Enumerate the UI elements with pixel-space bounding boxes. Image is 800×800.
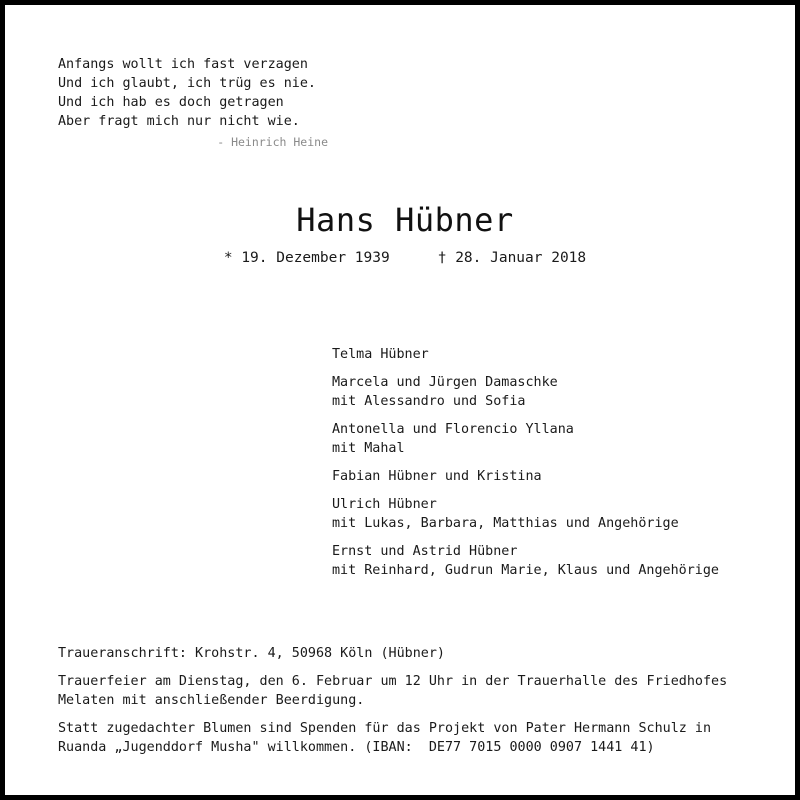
address-line: Traueranschrift: Krohstr. 4, 50968 Köln (Hübner) [58,646,445,661]
family-group [332,495,782,533]
family-line: Telma Hübner [332,347,429,362]
poem-line: Und ich glaubt, ich trüg es nie. [58,76,316,91]
donation-paragraph [58,719,778,757]
family-line: Ulrich Hübner [332,497,437,512]
family-line: mit Lukas, Barbara, Matthias und Angehörige [332,516,679,531]
life-dates [5,250,800,266]
ceremony-line: Trauerfeier am Dienstag, den 6. Februar um 12 Uhr in der Trauerhalle des Friedhofes [58,674,728,689]
family-line: Antonella und Florencio Yllana [332,422,574,437]
poem-author: - Heinrich Heine [217,135,328,149]
family-line: Marcela und Jürgen Damaschke [332,375,558,390]
birth-date: * 19. Dezember 1939 [223,250,390,266]
deceased-name: Hans Hübner [296,201,514,239]
footer-info [58,644,778,766]
family-list [332,345,782,589]
poem-line: Aber fragt mich nur nicht wie. [58,114,300,129]
family-group [332,373,782,411]
ceremony-line: Melaten mit anschließender Beerdigung. [58,693,365,708]
family-group [332,542,782,580]
family-group [332,345,782,364]
donation-line: Statt zugedachter Blumen sind Spenden für das Projekt von Pater Hermann Schulz in [58,721,712,736]
family-line: mit Alessandro und Sofia [332,394,526,409]
donation-line: Ruanda „Jugenddorf Musha" willkommen. (IBAN: DE77 7015 0000 0907 1441 41) [58,740,655,755]
poem-line: Und ich hab es doch getragen [58,95,284,110]
ceremony-paragraph [58,672,778,710]
poem [58,55,338,131]
family-group [332,467,782,486]
family-group [332,420,782,458]
address-paragraph [58,644,778,663]
death-date: † 28. Januar 2018 [437,250,587,266]
family-line: mit Mahal [332,441,405,456]
family-line: mit Reinhard, Gudrun Marie, Klaus und Angehörige [332,563,719,578]
poem-line: Anfangs wollt ich fast verzagen [58,57,308,72]
family-line: Fabian Hübner und Kristina [332,469,542,484]
family-line: Ernst und Astrid Hübner [332,544,518,559]
